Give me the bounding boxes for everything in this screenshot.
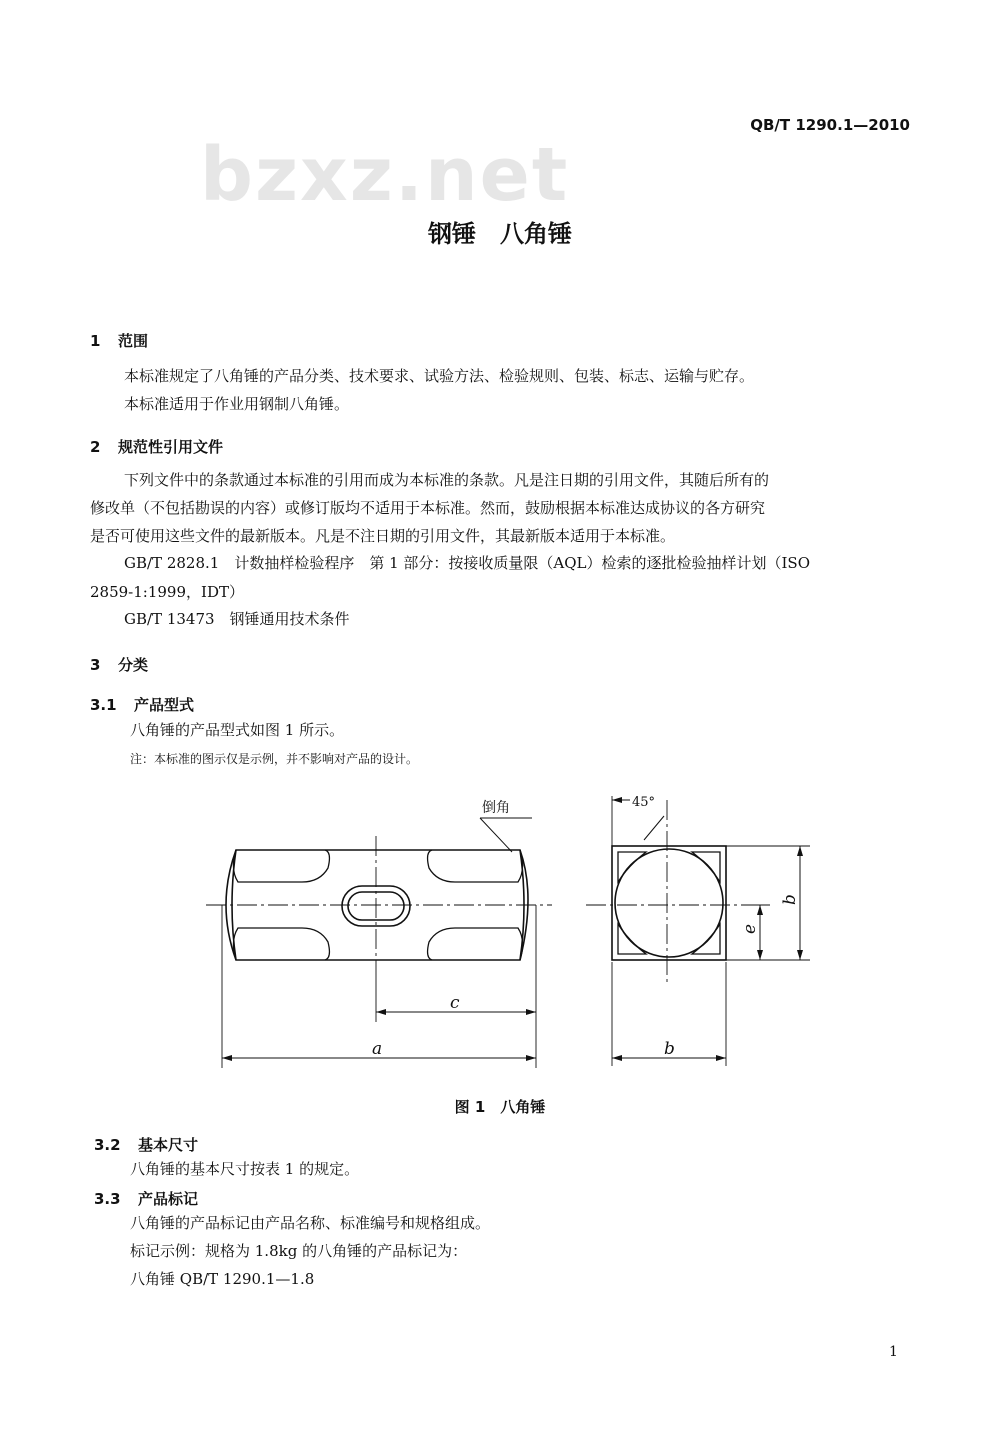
hammer-bevel-bottom (233, 928, 329, 960)
angle-leader (644, 816, 664, 840)
subsection-title: 产品型式 (134, 696, 195, 714)
label-b-bottom: b (664, 1039, 675, 1059)
hammer-bevel-bottom-right (428, 928, 523, 960)
paragraph-line: 下列文件中的条款通过本标准的引用而成为本标准的条款。凡是注日期的引用文件，其随后所有的 (124, 471, 770, 489)
figure-caption: 图 1 八角锤 (454, 1098, 546, 1116)
subsection-title: 产品标记 (138, 1190, 199, 1208)
paragraph-line: 修改单（不包括勘误的内容）或修订版均不适用于本标准。然而，鼓励根据本标准达成协议的各方研究 (90, 499, 766, 517)
section-number: 1 (90, 332, 101, 350)
reference-line: GB/T 2828.1 计数抽样检验程序 第 1 部分：按接收质量限（AQL）检索的逐批检验抽样计划（ISO (124, 554, 810, 572)
page-number: 1 (889, 1344, 898, 1360)
watermark: bzxz.net (200, 132, 570, 218)
paragraph: 本标准规定了八角锤的产品分类、技术要求、试验方法、检验规则、包装、标志、运输与贮存。 (124, 367, 755, 385)
hammer-end-square (612, 846, 726, 960)
page-title: 钢锤 八角锤 (428, 220, 572, 248)
subsection-3-1-heading (90, 694, 194, 715)
standard-code: QB/T 1290.1—2010 (750, 116, 910, 134)
label-e: e (740, 923, 760, 934)
section-3-heading (90, 654, 148, 675)
paragraph: 八角锤的基本尺寸按表 1 的规定。 (130, 1160, 360, 1178)
paragraph: 标记示例：规格为 1.8kg 的八角锤的产品标记为： (130, 1242, 468, 1260)
subsection-number: 3.3 (94, 1190, 121, 1208)
section-number: 3 (90, 656, 101, 674)
section-title: 规范性引用文件 (118, 438, 224, 456)
section-title: 分类 (118, 656, 149, 674)
hammer-bevel-top (233, 850, 329, 882)
section-number: 2 (90, 438, 101, 456)
paragraph: 八角锤的产品标记由产品名称、标准编号和规格组成。 (130, 1214, 491, 1232)
label-angle: 45° (632, 795, 656, 810)
subsection-number: 3.1 (90, 696, 117, 714)
marking-example: 八角锤 QB/T 1290.1—1.8 (130, 1270, 315, 1288)
subsection-number: 3.2 (94, 1136, 121, 1154)
reference-line: 2859-1:1999，IDT） (90, 583, 244, 601)
subsection-3-3-heading (94, 1188, 198, 1209)
hammer-bevel-top-right (428, 850, 523, 882)
label-c: c (450, 993, 460, 1013)
section-1-heading (90, 330, 148, 351)
label-a: a (372, 1039, 383, 1059)
section-2-heading (90, 436, 223, 457)
reference-line: GB/T 13473 钢锤通用技术条件 (124, 610, 350, 628)
label-b-side: b (780, 894, 800, 905)
figure-note: 注：本标准的图示仅是示例，并不影响对产品的设计。 (130, 752, 419, 766)
subsection-3-2-heading (94, 1134, 198, 1155)
paragraph: 本标准适用于作业用钢制八角锤。 (124, 395, 350, 413)
paragraph-line: 是否可使用这些文件的最新版本。凡是不注日期的引用文件，其最新版本适用于本标准。 (90, 527, 676, 545)
subsection-title: 基本尺寸 (138, 1136, 199, 1154)
section-title: 范围 (118, 332, 149, 350)
figure-octagonal-hammer (180, 780, 860, 1080)
label-chamfer: 倒角 (482, 800, 510, 816)
paragraph: 八角锤的产品型式如图 1 所示。 (130, 721, 345, 739)
